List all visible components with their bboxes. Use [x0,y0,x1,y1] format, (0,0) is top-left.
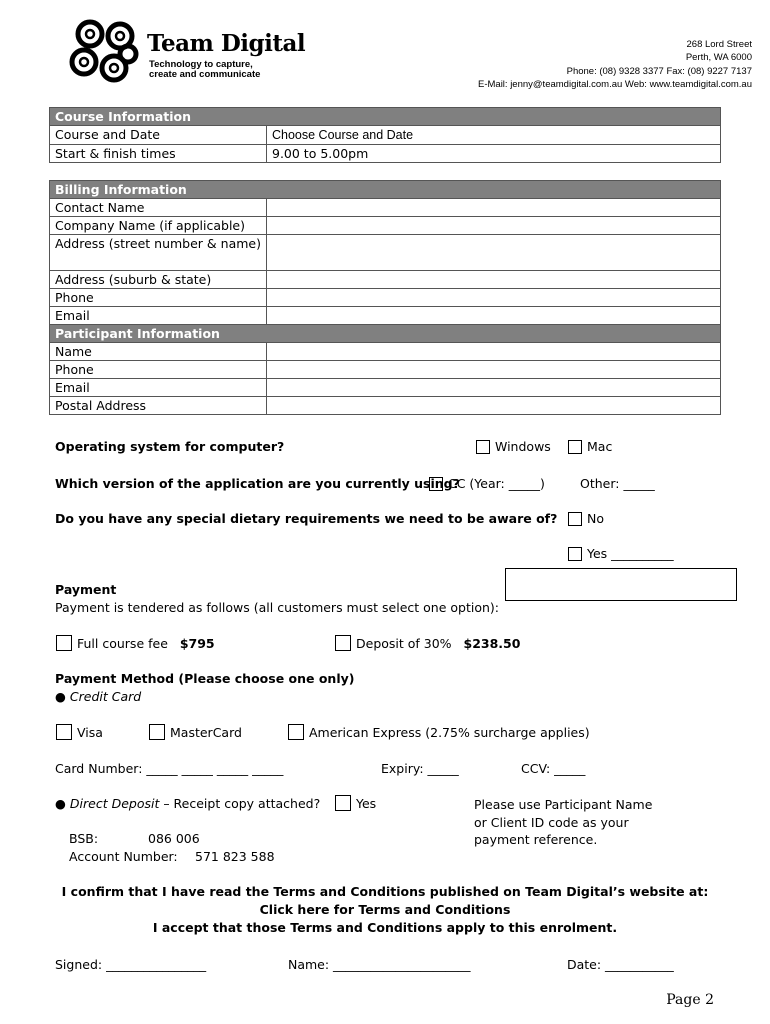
team-digital-logo-icon [66,14,144,86]
brand-tagline [149,60,260,80]
option-label: Visa [77,725,103,740]
ccv-field[interactable]: CCV: _____ [521,761,586,776]
amex-option[interactable] [288,724,590,740]
participant-heading: Participant Information [50,325,721,343]
bsb-value: 086 006 [148,831,200,846]
address-street-field[interactable] [267,235,721,271]
option-label: Mac [587,439,613,454]
billing-phone-label: Phone [50,289,267,307]
mastercard-option[interactable] [149,724,242,740]
os-mac-option[interactable] [568,439,612,454]
brand-name: Team Digital [147,30,306,57]
participant-name-label: Name [50,343,267,361]
option-label: No [587,511,604,526]
diet-no-option[interactable] [568,511,604,526]
diet-question: Do you have any special dietary requirements we need to be aware of? [55,511,558,526]
address-street-label: Address (street number & name) [50,235,267,271]
times-label: Start & finish times [50,145,267,163]
participant-email-field[interactable] [267,379,721,397]
option-label: MasterCard [170,725,242,740]
address-line: 268 Lord Street [686,39,752,50]
checkbox[interactable] [335,635,351,651]
postal-address-field[interactable] [267,397,721,415]
account-number-label: Account Number: [69,849,178,864]
tagline-line: Technology to capture, [149,59,253,70]
phone-line: Phone: (08) 9328 3377 Fax: (08) 9227 7137 [566,65,752,77]
address-suburb-field[interactable] [267,271,721,289]
full-fee-amount: $795 [179,636,215,651]
payment-reference-note [474,796,652,849]
company-name-field[interactable] [267,217,721,235]
terms-link[interactable]: Click here for Terms and Conditions [259,902,511,917]
billing-email-label: Email [50,307,267,325]
participant-email-label: Email [50,379,267,397]
checkbox[interactable] [149,724,165,740]
account-number-value: 571 823 588 [195,849,275,864]
contact-name-field[interactable] [267,199,721,217]
terms-accept: I accept that those Terms and Conditions apply to this enrolment. [152,920,618,935]
version-cc-option[interactable] [429,476,545,491]
deposit-option[interactable] [335,635,520,651]
credit-card-heading: ● Credit Card [55,689,142,704]
note-line: Please use Participant Name [474,797,653,812]
version-other-field[interactable]: Other: _____ [580,476,655,491]
direct-deposit-question: – Receipt copy attached? [159,796,321,811]
postal-address-label: Postal Address [50,397,267,415]
billing-heading: Billing Information [50,181,721,199]
diet-yes-option[interactable] [568,546,674,561]
option-label: Yes __________ [587,546,674,561]
os-windows-option[interactable] [476,439,551,454]
address-line: Perth, WA 6000 [685,52,752,64]
option-label: Deposit of 30% [356,636,452,651]
address-suburb-label: Address (suburb & state) [50,271,267,289]
option-label: CC (Year: _____) [448,476,545,491]
expiry-field[interactable]: Expiry: _____ [381,761,459,776]
course-table [49,107,721,163]
direct-deposit-label: Direct Deposit [69,796,160,811]
version-question: Which version of the application are you currently using? [55,476,460,491]
direct-deposit-line: ● Direct Deposit – Receipt copy attached? [55,796,321,811]
billing-table [49,180,721,415]
checkbox[interactable] [568,547,582,561]
signed-field[interactable]: Signed: ________________ [55,957,207,972]
option-label: Yes [356,796,377,811]
os-question: Operating system for computer? [55,439,285,454]
contact-block [478,38,752,91]
card-number-field[interactable]: Card Number: _____ _____ _____ _____ [55,761,284,776]
course-select-value: Choose Course and Date [272,128,414,142]
checkbox[interactable] [288,724,304,740]
email-line: E-Mail: jenny@teamdigital.com.au Web: www.teamdigital.com.au [478,78,752,90]
checkbox[interactable] [568,512,582,526]
deposit-amount: $238.50 [463,636,521,651]
option-label: American Express (2.75% surcharge applies) [309,725,590,740]
payment-subtitle: Payment is tendered as follows (all customers must select one option): [55,600,500,615]
checkbox[interactable] [56,724,72,740]
course-select[interactable] [267,126,721,145]
option-label: Full course fee [77,636,168,651]
note-line: or Client ID code as your [474,814,629,830]
tagline-line: create and communicate [149,69,261,80]
course-heading: Course Information [50,108,721,126]
checkbox[interactable] [476,440,490,454]
note-line: payment reference. [474,832,598,847]
billing-phone-field[interactable] [267,289,721,307]
payment-title: Payment [55,582,117,597]
dietary-details-field[interactable] [505,568,737,601]
company-name-label: Company Name (if applicable) [50,217,267,235]
course-label: Course and Date [50,126,267,145]
times-value: 9.00 to 5.00pm [267,145,721,163]
contact-name-label: Contact Name [50,199,267,217]
checkbox[interactable] [568,440,582,454]
participant-phone-field[interactable] [267,361,721,379]
option-label: Windows [495,439,551,454]
billing-email-field[interactable] [267,307,721,325]
date-field[interactable]: Date: ___________ [567,957,674,972]
checkbox[interactable] [56,635,72,651]
bsb-label: BSB: [69,831,99,846]
name-field[interactable]: Name: ______________________ [288,957,471,972]
participant-phone-label: Phone [50,361,267,379]
checkbox[interactable] [429,477,443,491]
visa-option[interactable] [56,724,103,740]
payment-method-title: Payment Method (Please choose one only) [55,671,355,686]
checkbox[interactable] [335,795,351,811]
full-fee-option[interactable] [56,635,215,651]
terms-confirm: I confirm that I have read the Terms and Conditions published on Team Digital’s website at: [61,884,709,899]
page-number: Page 2 [666,992,714,1008]
participant-name-field[interactable] [267,343,721,361]
dd-yes-option[interactable] [335,795,376,811]
